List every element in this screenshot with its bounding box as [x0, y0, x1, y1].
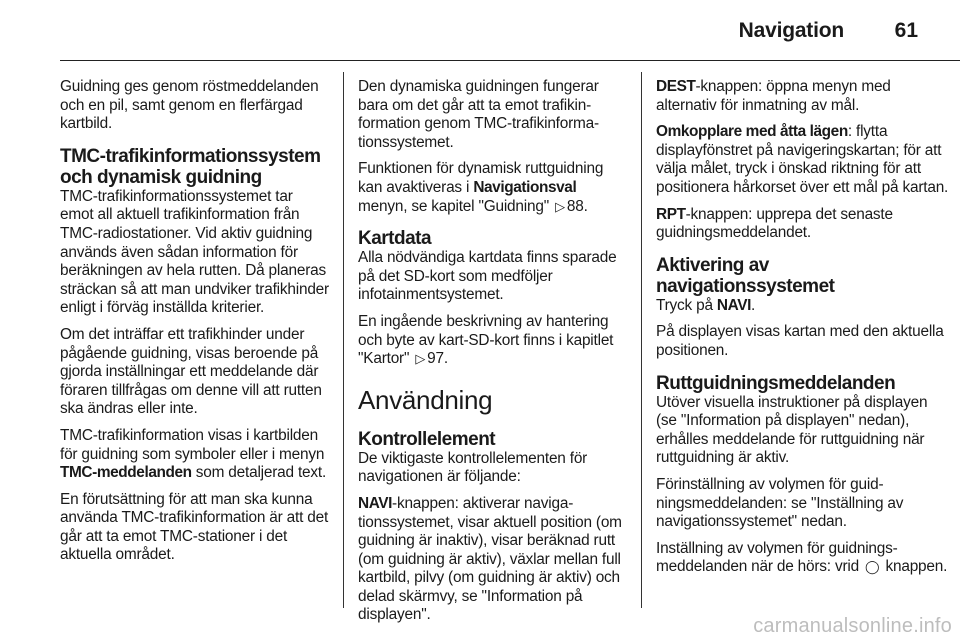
text-run: som detaljerad text. — [191, 464, 327, 482]
column-divider-right — [641, 72, 642, 608]
intro-paragraph: Guidning ges genom röstmeddelanden och en pil, samt genom en flerfärgad kartbild. — [60, 78, 319, 133]
kartdata-paragraph-2 — [358, 313, 628, 369]
text-run: menyn, se kapitel "Guidning" — [358, 197, 554, 215]
page-reference-icon: ▷ — [555, 198, 565, 214]
page-reference-icon: ▷ — [415, 351, 426, 367]
kartdata-paragraph-1: Alla nödvändiga kartdata finns sparade på det SD-kort som medföljer infotainmentsystemet. — [358, 249, 617, 304]
column-left — [60, 78, 330, 606]
text-run: : flytta displayfönstret på navigeringskartan; för att välja målet, tryck i önskad riktning för att positionera hårkorset över ett mål på kartan. — [656, 123, 949, 196]
activation-paragraph-1 — [656, 297, 952, 316]
navi-button-paragraph — [358, 495, 628, 625]
text-run: Tryck på — [656, 296, 717, 314]
button-name-dest: DEST — [656, 78, 696, 95]
heading-kontrollelement: Kontrollelement — [358, 428, 496, 450]
text-run: -knappen: aktiverar navigationssystemet, visar aktuell position (om guidning är inaktiv), visar beräknad rutt (om guidning är aktiv), växlar mellan full kartbild, pilvy (om guidning är aktiv) och delad skärmvy, se "Information på displayen". — [358, 494, 622, 624]
rpt-button-paragraph — [656, 206, 952, 243]
text-run: Inställning av volymen för guidningsmeddelanden när de hörs: vrid — [656, 539, 898, 576]
control-name-eight-way-switch: Omkopplare med åtta lägen — [656, 123, 848, 141]
dynamic-paragraph-2 — [358, 160, 628, 216]
heading-tmc: TMC-trafikinformationssystem och dynamisk guidning — [60, 145, 321, 188]
heading-anvandning: Användning — [358, 384, 493, 415]
page-number: 61 — [894, 19, 918, 42]
text-run: Funktionen för dynamisk ruttguidning kan avaktiveras i — [358, 160, 604, 196]
watermark: carmanualsonline.info — [753, 615, 952, 637]
button-name-rpt: RPT — [656, 205, 686, 223]
text-run: TMC-trafikinformation visas i kartbilden för guidning som symboler eller i menyn — [60, 426, 325, 463]
text-run: En ingående beskrivning av hantering och byte av kart-SD-kort finns i kapitlet "Kartor" — [358, 312, 614, 368]
guidance-paragraph-3 — [656, 540, 952, 577]
menu-name-tmc-messages: TMC-meddelanden — [60, 464, 192, 482]
page-reference: 97. — [427, 350, 448, 368]
column-right — [656, 78, 952, 606]
page-reference: 88. — [566, 197, 588, 215]
heading-kartdata: Kartdata — [358, 228, 432, 250]
activation-paragraph-2: På displayen visas kartan med den aktuella positionen. — [656, 323, 944, 359]
text-run: . — [750, 296, 756, 314]
page-header — [0, 0, 960, 62]
volume-knob-icon: ◯ — [865, 559, 880, 575]
header-rule — [60, 60, 960, 61]
button-name-navi: NAVI — [716, 296, 751, 314]
column-middle — [358, 78, 628, 624]
dynamic-paragraph-1: Den dynamiska guidningen fungerar bara om det går att ta emot trafikinformation genom TMC-trafikinformationssystemet. — [358, 78, 600, 151]
heading-aktivering: Aktivering av navigationssystemet — [656, 254, 835, 297]
tmc-paragraph-1: TMC-trafikinformationssystemet tar emot all aktuell trafikinformation från TMC-radiostationer. Vid aktiv guidning används även sådan information för beräkningen av hela rutten. Då planeras sträckan så att man undviker trafikhinder enligt i förväg inställda kriterier. — [60, 187, 329, 317]
tmc-paragraph-3 — [60, 427, 330, 483]
text-run: -knappen: öppna menyn med alternativ för inmatning av mål. — [656, 78, 891, 114]
menu-name-navigation-options: Navigationsval — [473, 178, 577, 196]
text-run: -knappen: upprepa det senaste guidningsmeddelandet. — [656, 205, 893, 242]
text-run: knappen. — [881, 558, 948, 576]
button-name-navi: NAVI — [358, 494, 393, 512]
column-divider-left — [343, 72, 344, 608]
eight-way-switch-paragraph — [656, 123, 952, 197]
dest-button-paragraph — [656, 78, 952, 115]
page-title: Navigation — [738, 19, 844, 42]
tmc-paragraph-4: En förutsättning för att man ska kunna använda TMC-trafikinformation är att det går att ta emot TMC-stationer i det aktuella området. — [60, 490, 329, 564]
tmc-paragraph-2: Om det inträffar ett trafikhinder under pågående guidning, visas beroende på gjorda inställningar ett meddelande där föraren tillfrågas om denne vill att rutten ska ändras eller inte. — [60, 325, 322, 418]
guidance-paragraph-2: Förinställning av volymen för guidningsmeddelanden: se "Inställning av navigationssystemet" nedan. — [656, 475, 904, 531]
heading-ruttguidning: Ruttguidningsmeddelanden — [656, 372, 896, 394]
controls-paragraph: De viktigaste kontrollelementen för navigationen är följande: — [358, 449, 588, 486]
guidance-paragraph-1: Utöver visuella instruktioner på displayen (se "Information på displayen" nedan), erhålles meddelande för ruttguidning när ruttguidning är aktiv. — [656, 393, 928, 467]
